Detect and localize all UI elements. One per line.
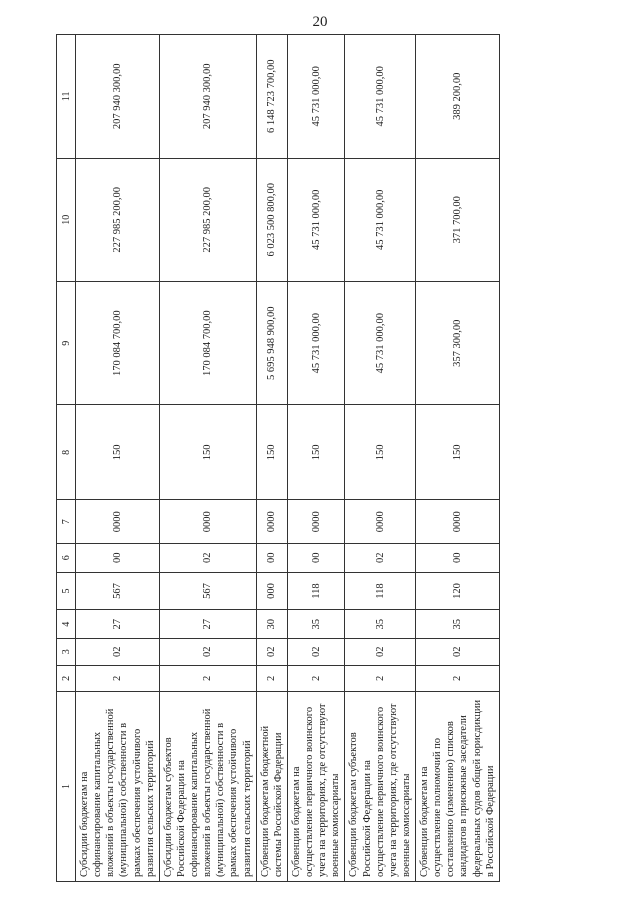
table-row bbox=[287, 35, 345, 882]
cell: 0000 bbox=[256, 500, 287, 544]
column-header: 11 bbox=[57, 35, 76, 159]
cell: 2 bbox=[416, 665, 500, 692]
amount-cell: 357 300,00 bbox=[416, 281, 500, 404]
table-row bbox=[256, 35, 287, 882]
column-header: 3 bbox=[57, 638, 76, 665]
amount-cell: 371 700,00 bbox=[416, 158, 500, 281]
amount-cell: 5 695 948 900,00 bbox=[256, 281, 287, 404]
cell: 00 bbox=[416, 544, 500, 572]
column-header: 8 bbox=[57, 405, 76, 500]
amount-cell: 227 985 200,00 bbox=[76, 158, 160, 281]
amount-cell: 6 023 500 800,00 bbox=[256, 158, 287, 281]
amount-cell: 45 731 000,00 bbox=[345, 35, 416, 159]
page-number-text: 20 bbox=[312, 14, 328, 30]
cell: 30 bbox=[256, 610, 287, 638]
amount-cell: 45 731 000,00 bbox=[287, 281, 345, 404]
cell: 00 bbox=[256, 544, 287, 572]
cell: 35 bbox=[345, 610, 416, 638]
cell: 35 bbox=[287, 610, 345, 638]
cell: 120 bbox=[416, 572, 500, 610]
cell: 2 bbox=[76, 665, 160, 692]
cell: 118 bbox=[287, 572, 345, 610]
cell: 0000 bbox=[416, 500, 500, 544]
cell: 0000 bbox=[345, 500, 416, 544]
amount-cell: 45 731 000,00 bbox=[287, 35, 345, 159]
amount-cell: 45 731 000,00 bbox=[287, 158, 345, 281]
cell: 150 bbox=[76, 405, 160, 500]
cell: 150 bbox=[256, 405, 287, 500]
amount-cell: 389 200,00 bbox=[416, 35, 500, 159]
cell: 02 bbox=[159, 544, 256, 572]
column-header: 5 bbox=[57, 572, 76, 610]
amount-cell: 207 940 300,00 bbox=[159, 35, 256, 159]
cell: 02 bbox=[345, 638, 416, 665]
amount-cell: 170 084 700,00 bbox=[159, 281, 256, 404]
row-name: Субвенции бюджетам на осуществление полномочий по составлению (изменению) списков кандидатов в присяжные заседатели федеральных судов общей юрисдикции в Российской Федерации bbox=[416, 692, 500, 882]
cell: 2 bbox=[256, 665, 287, 692]
cell: 02 bbox=[287, 638, 345, 665]
page-number bbox=[14, 14, 626, 31]
amount-cell: 6 148 723 700,00 bbox=[256, 35, 287, 159]
row-name: Субвенции бюджетам бюджетной системы Российской Федерации bbox=[256, 692, 287, 882]
cell: 02 bbox=[345, 544, 416, 572]
cell: 02 bbox=[159, 638, 256, 665]
table-row bbox=[416, 35, 500, 882]
column-header: 4 bbox=[57, 610, 76, 638]
amount-cell: 227 985 200,00 bbox=[159, 158, 256, 281]
amount-cell: 45 731 000,00 bbox=[345, 281, 416, 404]
row-name: Субсидии бюджетам субъектов Российской Федерации на софинансирование капитальных вложений в объекты государственной (муниципальной) собственности в рамках обеспечения устойчивого развития сельских территорий bbox=[159, 692, 256, 882]
column-header: 7 bbox=[57, 500, 76, 544]
cell: 0000 bbox=[76, 500, 160, 544]
row-name: Субвенции бюджетам на осуществление первичного воинского учета на территориях, где отсутствуют военные комиссариаты bbox=[287, 692, 345, 882]
column-header: 9 bbox=[57, 281, 76, 404]
cell: 567 bbox=[76, 572, 160, 610]
cell: 000 bbox=[256, 572, 287, 610]
cell: 00 bbox=[76, 544, 160, 572]
table-row bbox=[345, 35, 416, 882]
amount-cell: 207 940 300,00 bbox=[76, 35, 160, 159]
cell: 0000 bbox=[287, 500, 345, 544]
cell: 27 bbox=[76, 610, 160, 638]
row-name: Субвенции бюджетам субъектов Российской Федерации на осуществление первичного воинского учета на территориях, где отсутствуют военные комиссариаты bbox=[345, 692, 416, 882]
table-row bbox=[76, 35, 160, 882]
cell: 02 bbox=[256, 638, 287, 665]
amount-cell: 170 084 700,00 bbox=[76, 281, 160, 404]
cell: 00 bbox=[287, 544, 345, 572]
table-header-row bbox=[57, 35, 76, 882]
amount-cell: 45 731 000,00 bbox=[345, 158, 416, 281]
row-name: Субсидии бюджетам на софинансирование капитальных вложений в объекты государственной (муниципальной) собственности в рамках обеспечения устойчивого развития сельских территорий bbox=[76, 692, 160, 882]
cell: 0000 bbox=[159, 500, 256, 544]
cell: 2 bbox=[345, 665, 416, 692]
cell: 02 bbox=[76, 638, 160, 665]
table-row bbox=[159, 35, 256, 882]
cell: 2 bbox=[287, 665, 345, 692]
rotated-table-container bbox=[56, 34, 496, 882]
cell: 2 bbox=[159, 665, 256, 692]
column-header: 10 bbox=[57, 158, 76, 281]
column-header: 2 bbox=[57, 665, 76, 692]
cell: 02 bbox=[416, 638, 500, 665]
cell: 35 bbox=[416, 610, 500, 638]
cell: 567 bbox=[159, 572, 256, 610]
column-header: 6 bbox=[57, 544, 76, 572]
column-header: 1 bbox=[57, 692, 76, 882]
cell: 150 bbox=[416, 405, 500, 500]
cell: 27 bbox=[159, 610, 256, 638]
cell: 118 bbox=[345, 572, 416, 610]
cell: 150 bbox=[287, 405, 345, 500]
budget-table bbox=[56, 34, 500, 882]
cell: 150 bbox=[345, 405, 416, 500]
cell: 150 bbox=[159, 405, 256, 500]
